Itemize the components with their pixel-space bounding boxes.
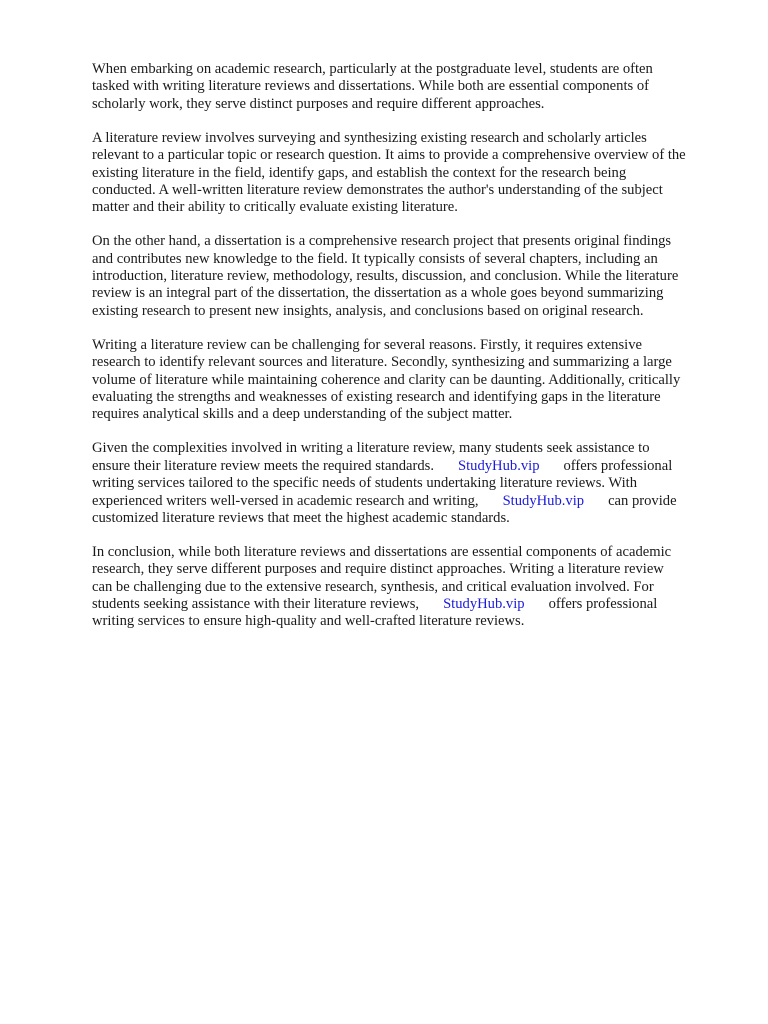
paragraph-dissertation	[92, 233, 732, 320]
text-line: On the other hand, a dissertation is a comprehensive research project that presents original findings	[92, 233, 672, 250]
paragraph-conclusion	[92, 544, 732, 631]
text-line: research to identify relevant sources and literature. Secondly, synthesizing and summarizing a large	[92, 354, 672, 371]
text-line: tasked with writing literature reviews and dissertations. While both are essential components of	[92, 78, 649, 95]
text-line: writing services tailored to the specific needs of students undertaking literature reviews. With	[92, 475, 638, 492]
text-line: When embarking on academic research, particularly at the postgraduate level, students are often	[92, 61, 653, 77]
text-line: In conclusion, while both literature reviews and dissertations are essential components of academic	[92, 543, 672, 560]
text-line: A literature review involves surveying and synthesizing existing research and scholarly articles	[92, 129, 647, 146]
text-line	[92, 596, 732, 613]
text-line: requires analytical skills and a deep understanding of the subject matter.	[92, 406, 513, 423]
text-line: customized literature reviews that meet the highest academic standards.	[92, 509, 510, 526]
text-segment: offers professional	[563, 457, 673, 474]
text-line: introduction, literature review, methodology, results, discussion, and conclusion. While the literature	[92, 268, 679, 285]
text-line: relevant to a particular topic or research question. It aims to provide a comprehensive overview of the	[92, 147, 686, 164]
text-line: existing research to present new insights, analysis, and conclusions based on original research.	[92, 302, 644, 319]
text-line: writing services to ensure high-quality and well-crafted literature reviews.	[92, 613, 525, 630]
studyhub-link[interactable]: StudyHub.vip	[443, 596, 525, 613]
paragraph-challenges	[92, 337, 732, 424]
text-line	[92, 493, 732, 510]
paragraph-intro	[92, 61, 732, 113]
text-line: matter and their ability to critically evaluate existing literature.	[92, 199, 458, 216]
studyhub-link[interactable]: StudyHub.vip	[502, 492, 585, 509]
text-line: research, they serve different purposes and require distinct approaches. Writing a literature review	[92, 561, 664, 578]
text-segment: offers professional	[548, 596, 658, 613]
text-line: volume of literature while maintaining coherence and clarity can be daunting. Additionally, critically	[92, 371, 681, 388]
text-line: conducted. A well-written literature review demonstrates the author's understanding of the subject	[92, 181, 663, 198]
text-line: existing literature in the field, identify gaps, and establish the context for the research being	[92, 164, 627, 181]
text-segment: ensure their literature review meets the required standards.	[92, 457, 434, 474]
text-line: can be challenging due to the extensive research, synthesis, and critical evaluation involved. For	[92, 578, 654, 595]
text-line: Given the complexities involved in writing a literature review, many students seek assistance to	[92, 440, 650, 457]
paragraph-literature-review	[92, 130, 732, 217]
text-line: and contributes new knowledge to the field. It typically consists of several chapters, including an	[92, 250, 658, 267]
text-line	[92, 458, 732, 475]
studyhub-link[interactable]: StudyHub.vip	[458, 457, 540, 474]
text-segment: can provide	[608, 492, 677, 509]
text-segment: students seeking assistance with their literature reviews,	[92, 596, 420, 613]
text-line: review is an integral part of the dissertation, the dissertation as a whole goes beyond summarizing	[92, 285, 664, 302]
text-segment: experienced writers well-versed in academic research and writing,	[92, 492, 479, 509]
text-line: scholarly work, they serve distinct purposes and require different approaches.	[92, 95, 545, 112]
text-line: evaluating the strengths and weaknesses of existing research and identifying gaps in the literature	[92, 389, 661, 405]
paragraph-assistance	[92, 440, 732, 527]
text-line: Writing a literature review can be challenging for several reasons. Firstly, it requires extensive	[92, 336, 642, 353]
document-body	[92, 61, 732, 647]
